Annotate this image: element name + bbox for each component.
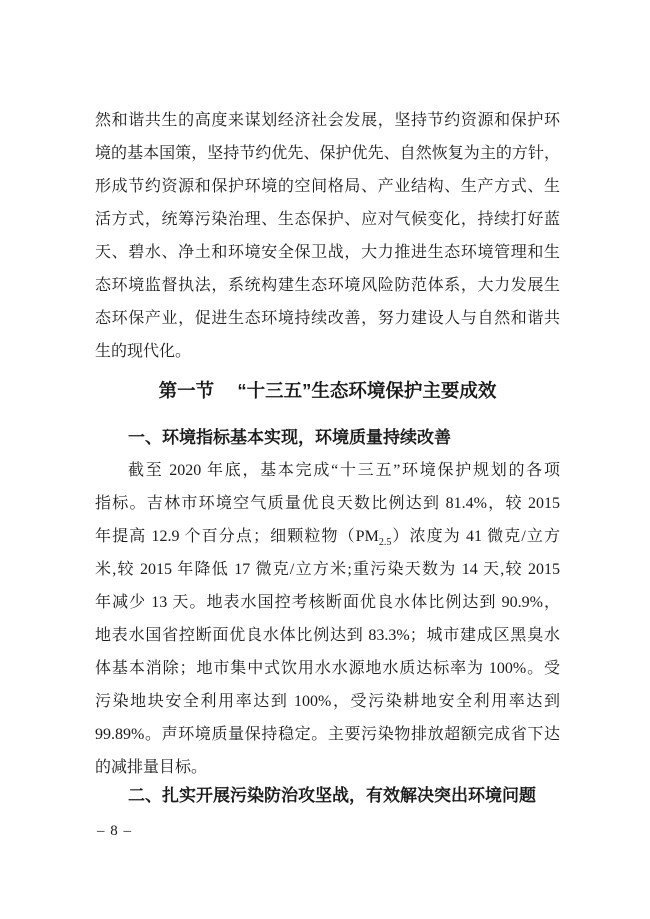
section-heading xyxy=(95,374,560,407)
intro-paragraph xyxy=(95,104,560,368)
pm25-line-pre: 年提高 12.9 个百分点；细颗粒物（PM xyxy=(95,528,379,545)
paragraph-line-pm25 xyxy=(95,520,560,553)
paragraph-line: 生的现代化。 xyxy=(95,343,192,360)
pm25-subscript: 2.5 xyxy=(378,537,392,549)
paragraph-line: 体基本消除；地市集中式饮用水水源地水质达标率为 100%。受 xyxy=(95,660,560,677)
paragraph-line: 年减少 13 天。地表水国控考核断面优良水体比例达到 90.9%， xyxy=(95,594,560,611)
paragraph-line: 形成节约资源和保护环境的空间格局、产业结构、生产方式、生 xyxy=(95,178,560,195)
paragraph-line: 99.89%。声环境质量保持稳定。主要污染物排放超额完成省下达 xyxy=(95,726,560,743)
paragraph-line: 态环保产业，促进生态环境持续改善，努力建设人与自然和谐共 xyxy=(95,310,560,327)
paragraph-line: 地表水国省控断面优良水体比例达到 83.3%；城市建成区黑臭水 xyxy=(95,627,560,644)
paragraph-line: 活方式，统筹污染治理、生态保护、应对气候变化，持续打好蓝 xyxy=(95,211,560,228)
subheading-environment-indicators: 一、环境指标基本实现，环境质量持续改善 xyxy=(128,428,451,447)
section-heading-title: “十三五”生态环境保护主要成效 xyxy=(237,380,497,401)
section-heading-number: 第一节 xyxy=(158,380,215,401)
paragraph-line: 态环境监督执法，系统构建生态环境风险防范体系，大力发展生 xyxy=(95,277,560,294)
page-number: – 8 – xyxy=(97,823,132,839)
achievements-paragraph xyxy=(95,454,560,784)
paragraph-line: 的减排量目标。 xyxy=(95,759,208,776)
paragraph-line: 污染地块安全利用率达到 100%，受污染耕地安全利用率达到 xyxy=(95,693,560,710)
paragraph-line: 天、碧水、净土和环境安全保卫战，大力推进生态环境管理和生 xyxy=(95,244,560,261)
subheading-pollution-control: 二、扎实开展污染防治攻坚战，有效解决突出环境问题 xyxy=(128,786,536,805)
pm25-line-post: ）浓度为 41 微克/立方 xyxy=(391,528,560,545)
paragraph-line: 截至 2020 年底，基本完成“十三五”环境保护规划的各项 xyxy=(128,462,560,479)
paragraph-line: 然和谐共生的高度来谋划经济社会发展，坚持节约资源和保护环 xyxy=(95,112,560,129)
paragraph-line: 米,较 2015 年降低 17 微克/立方米;重污染天数为 14 天,较 2015 xyxy=(95,561,560,578)
paragraph-line: 境的基本国策，坚持节约优先、保护优先、自然恢复为主的方针， xyxy=(95,145,560,162)
paragraph-line: 指标。吉林市环境空气质量优良天数比例达到 81.4%，较 2015 xyxy=(95,495,560,512)
